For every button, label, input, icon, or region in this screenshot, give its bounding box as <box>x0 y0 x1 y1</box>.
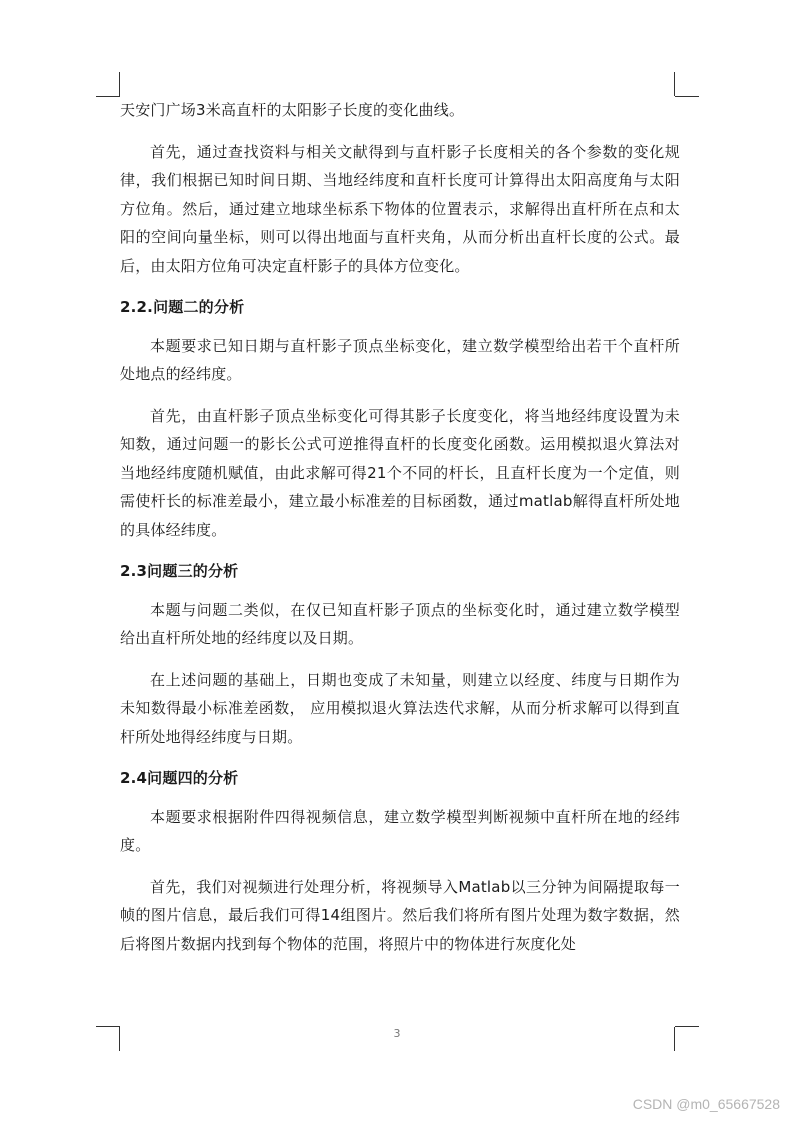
page-number: 3 <box>393 1027 401 1040</box>
section-heading: 2.2.问题二的分析 <box>120 298 245 316</box>
crop-mark-top-right-vertical <box>674 72 675 96</box>
document-body <box>120 96 680 971</box>
paragraph: 在上述问题的基础上，日期也变成了未知量，则建立以经度、纬度与日期作为未知数得最小标准差函数， 应用模拟退火算法迭代求解，从而分析求解可以得到直杆所处地得经纬度与日期。 <box>120 670 680 746</box>
paragraph: 首先，由直杆影子顶点坐标变化可得其影子长度变化，将当地经纬度设置为未知数，通过问题一的影长公式可逆推得直杆的长度变化函数。运用模拟退火算法对当地经纬度随机赋值，由此求解可得21个不同的杆长，且直杆长度为一个定值，则需使杆长的标准差最小，建立最小标准差的目标函数，通过matlab解得直杆所处地的具体经纬度。 <box>120 406 680 539</box>
crop-mark-top-left-horizontal <box>96 96 120 97</box>
paragraph: 本题要求根据附件四得视频信息，建立数学模型判断视频中直杆所在地的经纬度。 <box>120 807 680 854</box>
paragraph: 首先，通过查找资料与相关文献得到与直杆影子长度相关的各个参数的变化规律，我们根据已知时间日期、当地经纬度和直杆长度可计算得出太阳高度角与太阳方位角。然后，通过建立地球坐标系下物体的位置表示，求解得出直杆所在点和太阳的空间向量坐标，则可以得出地面与直杆夹角，从而分析出直杆长度的公式。最后，由太阳方位角可决定直杆影子的具体方位变化。 <box>120 142 680 275</box>
paragraph: 本题与问题二类似，在仅已知直杆影子顶点的坐标变化时，通过建立数学模型给出直杆所处地的经纬度以及日期。 <box>120 600 680 647</box>
paragraph: 首先，我们对视频进行处理分析，将视频导入Matlab以三分钟为间隔提取每一帧的图片信息，最后我们可得14组图片。然后我们将所有图片处理为数字数据，然后将图片数据内找到每个物体的范围，将照片中的物体进行灰度化处 <box>120 877 680 953</box>
section-heading: 2.3问题三的分析 <box>120 562 239 580</box>
paragraph: 天安门广场3米高直杆的太阳影子长度的变化曲线。 <box>120 101 465 119</box>
section-heading: 2.4问题四的分析 <box>120 769 239 787</box>
watermark: CSDN @m0_65667528 <box>632 1096 780 1112</box>
paragraph: 本题要求已知日期与直杆影子顶点坐标变化，建立数学模型给出若干个直杆所处地点的经纬度。 <box>120 336 680 383</box>
crop-mark-top-left-vertical <box>119 72 120 96</box>
